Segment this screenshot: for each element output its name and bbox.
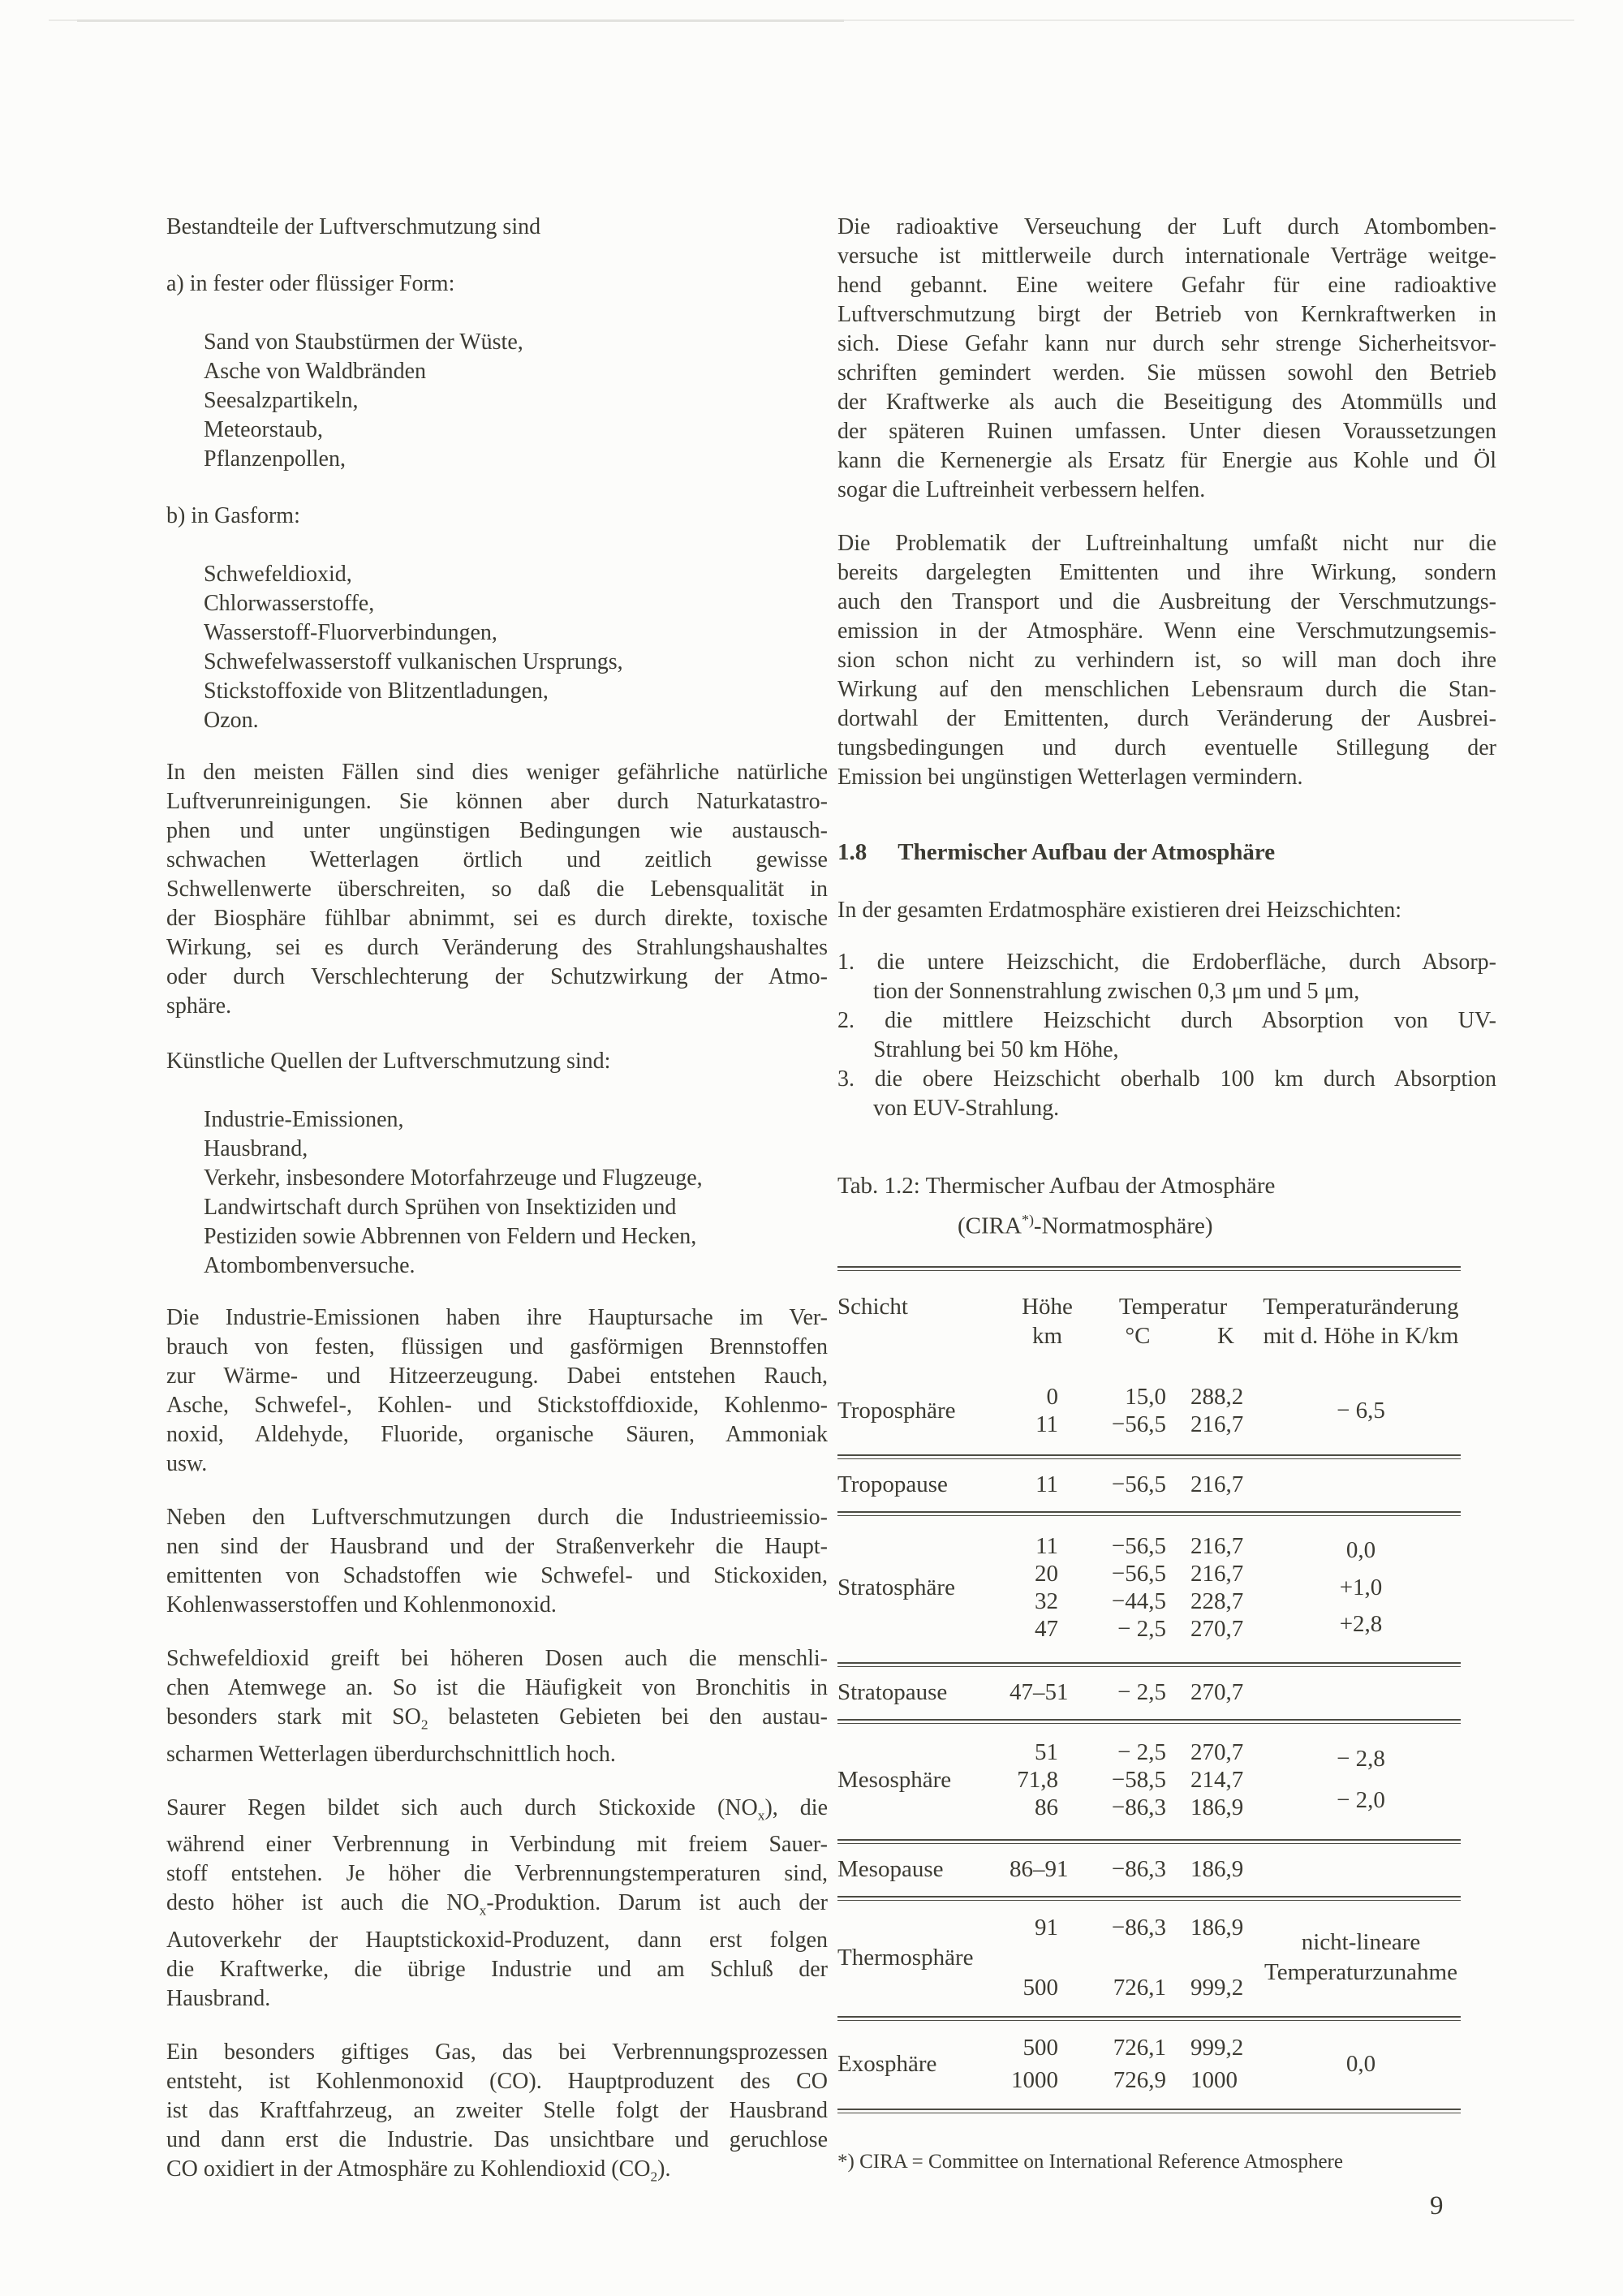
scan-artifact-line-dark (77, 19, 844, 22)
text-line: Autoverkehr der Hauptstickoxid-Produzent, dann erst folgen (166, 1927, 828, 1953)
table-cell-temperature-change (1261, 1738, 1461, 1821)
text-line: Pflanzenpollen, (204, 446, 346, 472)
text-line: Industrie-Emissionen, (204, 1107, 404, 1132)
text-line: dortwahl der Emittenten, durch Veränderung der Ausbrei- (837, 706, 1496, 731)
text-line: emittenten von Schadstoffen wie Schwefel- und Stickoxiden, (166, 1563, 828, 1588)
text-line: Ozon. (204, 708, 259, 733)
col-header-temperatur: Temperatur (1118, 1293, 1228, 1320)
table-cell-hoehe: 86 (1035, 1794, 1058, 1820)
text-line: chen Atemwege an. So ist die Häufigkeit von Bronchitis in (166, 1675, 828, 1700)
table-cell-celsius: 15,0 (1125, 1383, 1166, 1410)
text-line: zur Wärme- und Hitzeerzeugung. Dabei entstehen Rauch, (166, 1363, 828, 1389)
col-header-schicht: Schicht (837, 1293, 908, 1320)
text-line: 3. die obere Heizschicht oberhalb 100 km durch Absorption (837, 1066, 1496, 1092)
table-section-Mesosphäre (837, 1724, 1461, 1839)
col-header-celsius: °C (1125, 1322, 1151, 1349)
table-cell-temperature-change (1261, 1678, 1461, 1706)
section-heading (837, 838, 1496, 867)
table-cell-kelvin: 270,7 (1190, 1678, 1244, 1705)
change-value: Temperaturzunahme (1264, 1958, 1457, 1985)
text-line: Die Problematik der Luftreinhaltung umfaßt nicht nur die (837, 531, 1496, 556)
text-line: Schwefeldioxid, (204, 562, 352, 587)
table-cell-kelvin: 999,2 (1190, 2034, 1244, 2061)
text-line: nen sind der Hausbrand und der Straßenverkehr die Haupt- (166, 1534, 828, 1559)
table-cell-kelvin: 1000 (1190, 2066, 1238, 2093)
table-cell-kelvin: 288,2 (1190, 1383, 1244, 1410)
change-value: 0,0 (1345, 1537, 1376, 1564)
layer-name: Mesopause (837, 1855, 944, 1882)
text-line: Asche von Waldbränden (204, 359, 427, 384)
layer-name: Stratosphäre (837, 1574, 955, 1600)
table-cell-hoehe: 11 (1035, 1532, 1058, 1559)
table-cell-hoehe: 47–51 (1010, 1678, 1069, 1705)
text-line: sogar die Luftreinheit verbessern helfen. (837, 477, 1206, 502)
text-line: usw. (166, 1451, 208, 1476)
text-line: Meteorstaub, (204, 417, 323, 442)
table-cell-temperature-change (1261, 1914, 1461, 2001)
table-cell-kelvin: 216,7 (1190, 1471, 1244, 1497)
text-line: scharmen Wetterlagen überdurchschnittlich hoch. (166, 1741, 616, 1767)
text-line: Wasserstoff-Fluorverbindungen, (204, 620, 497, 645)
text-line: besonders stark mit $SO_2$ belasteten Gebieten bei den austau- (166, 1704, 829, 1733)
text-line: Chlorwasserstoffe, (204, 591, 375, 616)
paragraph-radioaktiv (837, 213, 1496, 505)
col-header-aenderung: Temperaturänderung (1263, 1293, 1459, 1320)
paragraph-industrie-emissionen (166, 1303, 828, 1479)
paragraph-giftiges-gas (166, 2038, 828, 2192)
numbered-list-item (837, 1006, 1496, 1065)
text-line: sphäre. (166, 993, 232, 1019)
kuenstliche-list (204, 1105, 828, 1281)
numbered-list-item (837, 948, 1496, 1006)
text-line: tungsbedingungen und durch eventuelle Stillegung der (837, 735, 1496, 760)
table-cell-kelvin: 999,2 (1190, 1974, 1244, 2001)
layer-name: Thermosphäre (837, 1944, 974, 1971)
text-line: tion der Sonnenstrahlung zwischen 0,3 μm und 5 μm, (873, 979, 1360, 1004)
text-line: Schwefelwasserstoff vulkanischen Ursprungs, (204, 649, 623, 674)
table-cell-celsius: − 2,5 (1117, 1615, 1166, 1642)
text-line: während einer Verbrennung in Verbindung mit freiem Sauer- (166, 1832, 828, 1858)
table-cell-temperature-change (1261, 1532, 1461, 1643)
table-cell-kelvin: 216,7 (1190, 1411, 1244, 1437)
text-line: Strahlung bei 50 km Höhe, (873, 1037, 1119, 1062)
col-header-kelvin: K (1217, 1322, 1234, 1349)
table-cell-kelvin: 270,7 (1190, 1615, 1244, 1642)
text-line: versuche ist mittlerweile durch internationale Verträge weitge- (837, 243, 1496, 269)
text-line: Seesalzpartikeln, (204, 388, 359, 413)
change-value: +1,0 (1339, 1574, 1383, 1600)
change-value: nicht-lineare (1301, 1928, 1421, 1955)
col-header-hoehe: Höhe (1022, 1293, 1073, 1320)
table-cell-kelvin: 186,9 (1190, 1794, 1244, 1820)
table-cell-celsius: 726,9 (1113, 2066, 1166, 2093)
text-line: (CIRA*)-Normatmosphäre) (958, 1212, 1213, 1239)
table-cell-kelvin: 228,7 (1190, 1587, 1244, 1614)
text-line: oder durch Verschlechterung der Schutzwirkung der Atmo- (166, 964, 828, 989)
text-line: der späteren Ruinen umfassen. Unter diesen Voraussetzungen (837, 419, 1496, 444)
table-cell-celsius: −58,5 (1111, 1766, 1166, 1793)
paragraph-neben-luftverschmutzungen (166, 1503, 828, 1620)
text-line: phen und unter ungünstigen Bedingungen wie austausch- (166, 818, 828, 843)
table-cell-hoehe: 0 (1046, 1383, 1058, 1410)
text-line: Luftverschmutzung birgt der Betrieb von Kernkraftwerken in (837, 302, 1496, 327)
text-line: Atombombenversuche. (204, 1253, 415, 1278)
footnote: *) CIRA = Committee on International Reference Atmosphere (837, 2150, 1343, 2173)
table-cell-celsius: −86,3 (1111, 1914, 1166, 1941)
text-line: Sand von Staubstürmen der Wüste, (204, 330, 523, 355)
section-number: 1.8 (837, 839, 867, 865)
layer-name: Stratopause (837, 1678, 948, 1705)
table-cell-kelvin: 186,9 (1190, 1914, 1244, 1941)
text-line: Luftverunreinigungen. Sie können aber durch Naturkatastro- (166, 789, 828, 814)
table-section-Thermosphäre (837, 1901, 1461, 2016)
paragraph-saurer-regen (166, 1794, 828, 2014)
change-value: +2,8 (1339, 1610, 1383, 1637)
change-value: − 2,0 (1337, 1787, 1385, 1814)
list-a-header: a) in fester oder flüssiger Form: (166, 271, 455, 296)
table-cell-celsius: −86,3 (1111, 1855, 1166, 1882)
table-cell-kelvin: 214,7 (1190, 1766, 1244, 1793)
paragraph-problematik (837, 529, 1496, 792)
table-cell-hoehe: 500 (1022, 2034, 1058, 2061)
text-line: hend gebannt. Eine weitere Gefahr für eine radioaktive (837, 273, 1496, 298)
table-cell-hoehe: 500 (1022, 1974, 1058, 2001)
text-line: Ein besonders giftiges Gas, das bei Verbrennungsprozessen (166, 2039, 828, 2065)
table-cell-hoehe: 51 (1035, 1738, 1058, 1765)
table-cell-celsius: −56,5 (1111, 1411, 1166, 1437)
text-line: Hausbrand, (204, 1136, 308, 1161)
text-line: Die Industrie-Emissionen haben ihre Hauptursache im Ver- (166, 1305, 828, 1330)
table-section-Stratosphäre (837, 1516, 1461, 1662)
change-value: 0,0 (1345, 2050, 1376, 2077)
text-line: der Kraftwerke als auch die Beseitigung des Atommülls und (837, 390, 1496, 415)
change-value: − 6,5 (1337, 1397, 1385, 1424)
text-line: Tab. 1.2: Thermischer Aufbau der Atmosphäre (837, 1173, 1276, 1199)
text-line: bereits dargelegten Emittenten und ihre Wirkung, sondern (837, 560, 1496, 585)
table-cell-celsius: 726,1 (1113, 2034, 1166, 2061)
layer-name: Mesosphäre (837, 1766, 952, 1793)
table-section-Exosphäre (837, 2021, 1461, 2109)
text-line: Emission bei ungünstigen Wetterlagen vermindern. (837, 765, 1303, 790)
text-line: Verkehr, insbesondere Motorfahrzeuge und Flugzeuge, (204, 1165, 703, 1191)
heiz-list (837, 948, 1496, 1123)
table-cell-kelvin: 216,7 (1190, 1560, 1244, 1587)
table-cell-celsius: −56,5 (1111, 1471, 1166, 1497)
heiz-intro: In der gesamten Erdatmosphäre existieren drei Heizschichten: (837, 898, 1402, 923)
text-line: 2. die mittlere Heizschicht durch Absorption von UV- (837, 1008, 1496, 1033)
table-cell-hoehe: 11 (1035, 1471, 1058, 1497)
paragraph-natural-sources (166, 758, 828, 1021)
table-caption (837, 1169, 1496, 1243)
text-line: Wirkung auf den menschlichen Lebensraum durch die Stan- (837, 677, 1496, 702)
layer-name: Exosphäre (837, 2050, 937, 2077)
table-header (837, 1271, 1461, 1370)
list-a (204, 328, 828, 474)
list-b-header: b) in Gasform: (166, 503, 300, 528)
table-cell-hoehe: 86–91 (1010, 1855, 1069, 1882)
text-line: die Kraftwerke, die übrige Industrie und am Schluß der (166, 1956, 828, 1982)
text-line: Wirkung, sei es durch Veränderung des Strahlungshaushaltes (166, 935, 828, 960)
table-cell-kelvin: 216,7 (1190, 1532, 1244, 1559)
table-cell-hoehe: 20 (1035, 1560, 1058, 1587)
left-column (166, 213, 828, 2191)
text-line: schriften gemindert werden. Sie müssen sowohl den Betrieb (837, 360, 1496, 386)
text-line: schwachen Wetterlagen örtlich und zeitlich gewisse (166, 847, 828, 872)
text-line: brauch von festen, flüssigen und gasförmigen Brennstoffen (166, 1334, 828, 1359)
list-b (204, 560, 828, 735)
table-section-Mesopause (837, 1844, 1461, 1896)
text-line: Hausbrand. (166, 1985, 271, 2011)
numbered-list-item (837, 1065, 1496, 1123)
text-line: sion schon nicht zu verhindern ist, so will man doch ihre (837, 648, 1496, 673)
text-line: Stickstoffoxide von Blitzentladungen, (204, 678, 549, 704)
text-line: emission in der Atmosphäre. Wenn eine Verschmutzungsemis- (837, 618, 1496, 644)
text-line: Saurer Regen bildet sich auch durch Stickoxide $(NO_x)$, die (166, 1794, 829, 1824)
col-header-km: km (1031, 1322, 1063, 1349)
table-section-Stratopause (837, 1667, 1461, 1719)
col-header-aenderung-unit: mit d. Höhe in K/km (1263, 1322, 1459, 1349)
text-line: Schwefeldioxid greift bei höheren Dosen auch die menschli- (166, 1646, 828, 1671)
text-line: noxid, Aldehyde, Fluoride, organische Säuren, Ammoniak (166, 1422, 828, 1447)
text-line: Kohlenwasserstoffen und Kohlenmonoxid. (166, 1592, 557, 1618)
text-line: CO oxidiert in der Atmosphäre zu Kohlendioxid $(CO_2)$. (166, 2156, 671, 2185)
text-line: In den meisten Fällen sind dies weniger gefährliche natürliche (166, 760, 828, 785)
text-line: Schwellenwerte überschreiten, so daß die Lebensqualität in (166, 877, 828, 902)
table-cell-hoehe: 11 (1035, 1411, 1058, 1437)
table-section-Troposphäre (837, 1370, 1461, 1454)
kuenstliche-header: Künstliche Quellen der Luftverschmutzung sind: (166, 1049, 611, 1074)
table-cell-celsius: −44,5 (1111, 1587, 1166, 1614)
text-line: Asche, Schwefel-, Kohlen- und Stickstoffdioxide, Kohlenmo- (166, 1393, 828, 1418)
table-cell-temperature-change (1261, 1383, 1461, 1438)
table-cell-celsius: 726,1 (1113, 1974, 1166, 2001)
right-column (837, 213, 1496, 2175)
table-section-Tropopause (837, 1459, 1461, 1511)
text-line: auch den Transport und die Ausbreitung der Verschmutzungs- (837, 589, 1496, 614)
table-body (837, 1370, 1461, 2113)
text-line: 1. die untere Heizschicht, die Erdoberfläche, durch Absorp- (837, 950, 1496, 975)
table-rule (837, 2109, 1461, 2113)
table-cell-temperature-change (1261, 2034, 1461, 2094)
section-title: Thermischer Aufbau der Atmosphäre (898, 839, 1276, 865)
intro-line: Bestandteile der Luftverschmutzung sind (166, 214, 541, 239)
table-cell-hoehe: 47 (1035, 1615, 1058, 1642)
text-line: desto höher ist auch die $NO_x$-Produktion. Darum ist auch der (166, 1890, 828, 1919)
table-cell-celsius: −56,5 (1111, 1560, 1166, 1587)
table-cell-celsius: − 2,5 (1117, 1678, 1166, 1705)
page-number: 9 (1430, 2191, 1444, 2221)
text-line: Die radioaktive Verseuchung der Luft durch Atombomben- (837, 214, 1496, 239)
text-line: entsteht, ist Kohlenmonoxid (CO). Hauptproduzent des CO (166, 2068, 828, 2094)
text-line: Pestiziden sowie Abbrennen von Feldern und Hecken, (204, 1224, 697, 1249)
table-cell-hoehe: 91 (1035, 1914, 1058, 1941)
table-cell-kelvin: 270,7 (1190, 1738, 1244, 1765)
text-line: sich. Diese Gefahr kann nur durch sehr strenge Sicherheitsvor- (837, 331, 1496, 356)
change-value: − 2,8 (1337, 1746, 1385, 1773)
text-line: Landwirtschaft durch Sprühen von Insektiziden und (204, 1195, 677, 1220)
atmosphere-table (837, 1266, 1461, 2113)
layer-name: Troposphäre (837, 1397, 956, 1424)
text-line: ist das Kraftfahrzeug, an zweiter Stelle folgt der Hausbrand (166, 2097, 828, 2123)
table-cell-hoehe: 32 (1035, 1587, 1058, 1614)
table-cell-temperature-change (1261, 1471, 1461, 1498)
table-cell-celsius: −56,5 (1111, 1532, 1166, 1559)
table-cell-celsius: − 2,5 (1117, 1738, 1166, 1765)
text-line: Neben den Luftverschmutzungen durch die Industrieemissio- (166, 1505, 828, 1530)
paragraph-schwefeldioxid (166, 1644, 828, 1769)
table-cell-hoehe: 71,8 (1017, 1766, 1058, 1793)
text-line: der Biosphäre fühlbar abnimmt, sei es durch direkte, toxische (166, 906, 828, 931)
text-line: stoff entstehen. Je höher die Verbrennungstemperaturen sind, (166, 1861, 828, 1887)
layer-name: Tropopause (837, 1471, 948, 1497)
text-line: und dann erst die Industrie. Das unsichtbare und geruchlose (166, 2126, 828, 2152)
table-cell-kelvin: 186,9 (1190, 1855, 1244, 1882)
text-line: von EUV-Strahlung. (873, 1096, 1060, 1121)
text-line: kann die Kernenergie als Ersatz für Energie aus Kohle und Öl (837, 448, 1496, 473)
table-cell-hoehe: 1000 (1011, 2066, 1058, 2093)
table-cell-temperature-change (1261, 1855, 1461, 1883)
table-cell-celsius: −86,3 (1111, 1794, 1166, 1820)
